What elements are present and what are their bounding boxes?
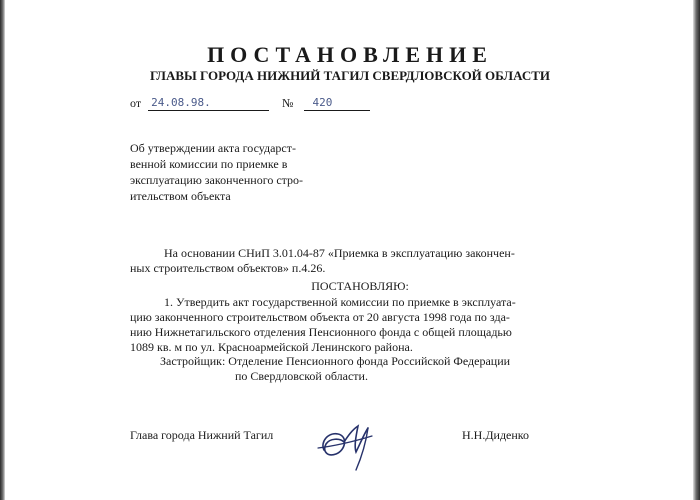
date-row bbox=[130, 96, 269, 114]
document-title: ПОСТАНОВЛЕНИЕ bbox=[207, 42, 493, 67]
subject-line: эксплуатацию законченного стро- bbox=[130, 173, 304, 187]
item-line: цию законченного строительством объекта от 20 августа 1998 года по зда- bbox=[130, 310, 510, 324]
number-field: 420 bbox=[304, 96, 370, 111]
developer-line: по Свердловской области. bbox=[235, 369, 368, 383]
document-subtitle: ГЛАВЫ ГОРОДА НИЖНИЙ ТАГИЛ СВЕРДЛОВСКОЙ ОБЛАСТИ bbox=[149, 68, 551, 83]
signatory-name: Н.Н.Диденко bbox=[462, 428, 530, 442]
subject-block bbox=[130, 140, 340, 204]
item-line: 1089 кв. м по ул. Красноармейской Ленинского района. bbox=[130, 340, 413, 354]
item-line: нию Нижнетагильского отделения Пенсионного фонда с общей площадью bbox=[130, 325, 512, 339]
number-label: № bbox=[282, 96, 294, 110]
subject-line: венной комиссии по приемке в bbox=[130, 157, 288, 171]
item-line: 1. Утвердить акт государственной комиссии по приемке в эксплуата- bbox=[164, 295, 516, 309]
number-row bbox=[282, 96, 370, 114]
subject-line: ительством объекта bbox=[130, 189, 231, 203]
date-label: от bbox=[130, 96, 142, 110]
scan-edge-right bbox=[693, 0, 700, 500]
subject-line: Об утверждении акта государст- bbox=[130, 141, 296, 155]
developer-line: Застройщик: Отделение Пенсионного фонда Российской Федерации bbox=[160, 354, 511, 368]
signature-mark bbox=[310, 412, 390, 474]
decree-word: ПОСТАНОВЛЯЮ: bbox=[311, 279, 409, 293]
basis-line: На основании СНиП 3.01.04-87 «Приемка в эксплуатацию закончен- bbox=[164, 246, 515, 260]
basis-line: ных строительством объектов» п.4.26. bbox=[130, 261, 326, 275]
date-field: 24.08.98. bbox=[148, 96, 269, 111]
signatory-position: Глава города Нижний Тагил bbox=[130, 428, 274, 442]
scan-edge-left bbox=[0, 0, 5, 500]
